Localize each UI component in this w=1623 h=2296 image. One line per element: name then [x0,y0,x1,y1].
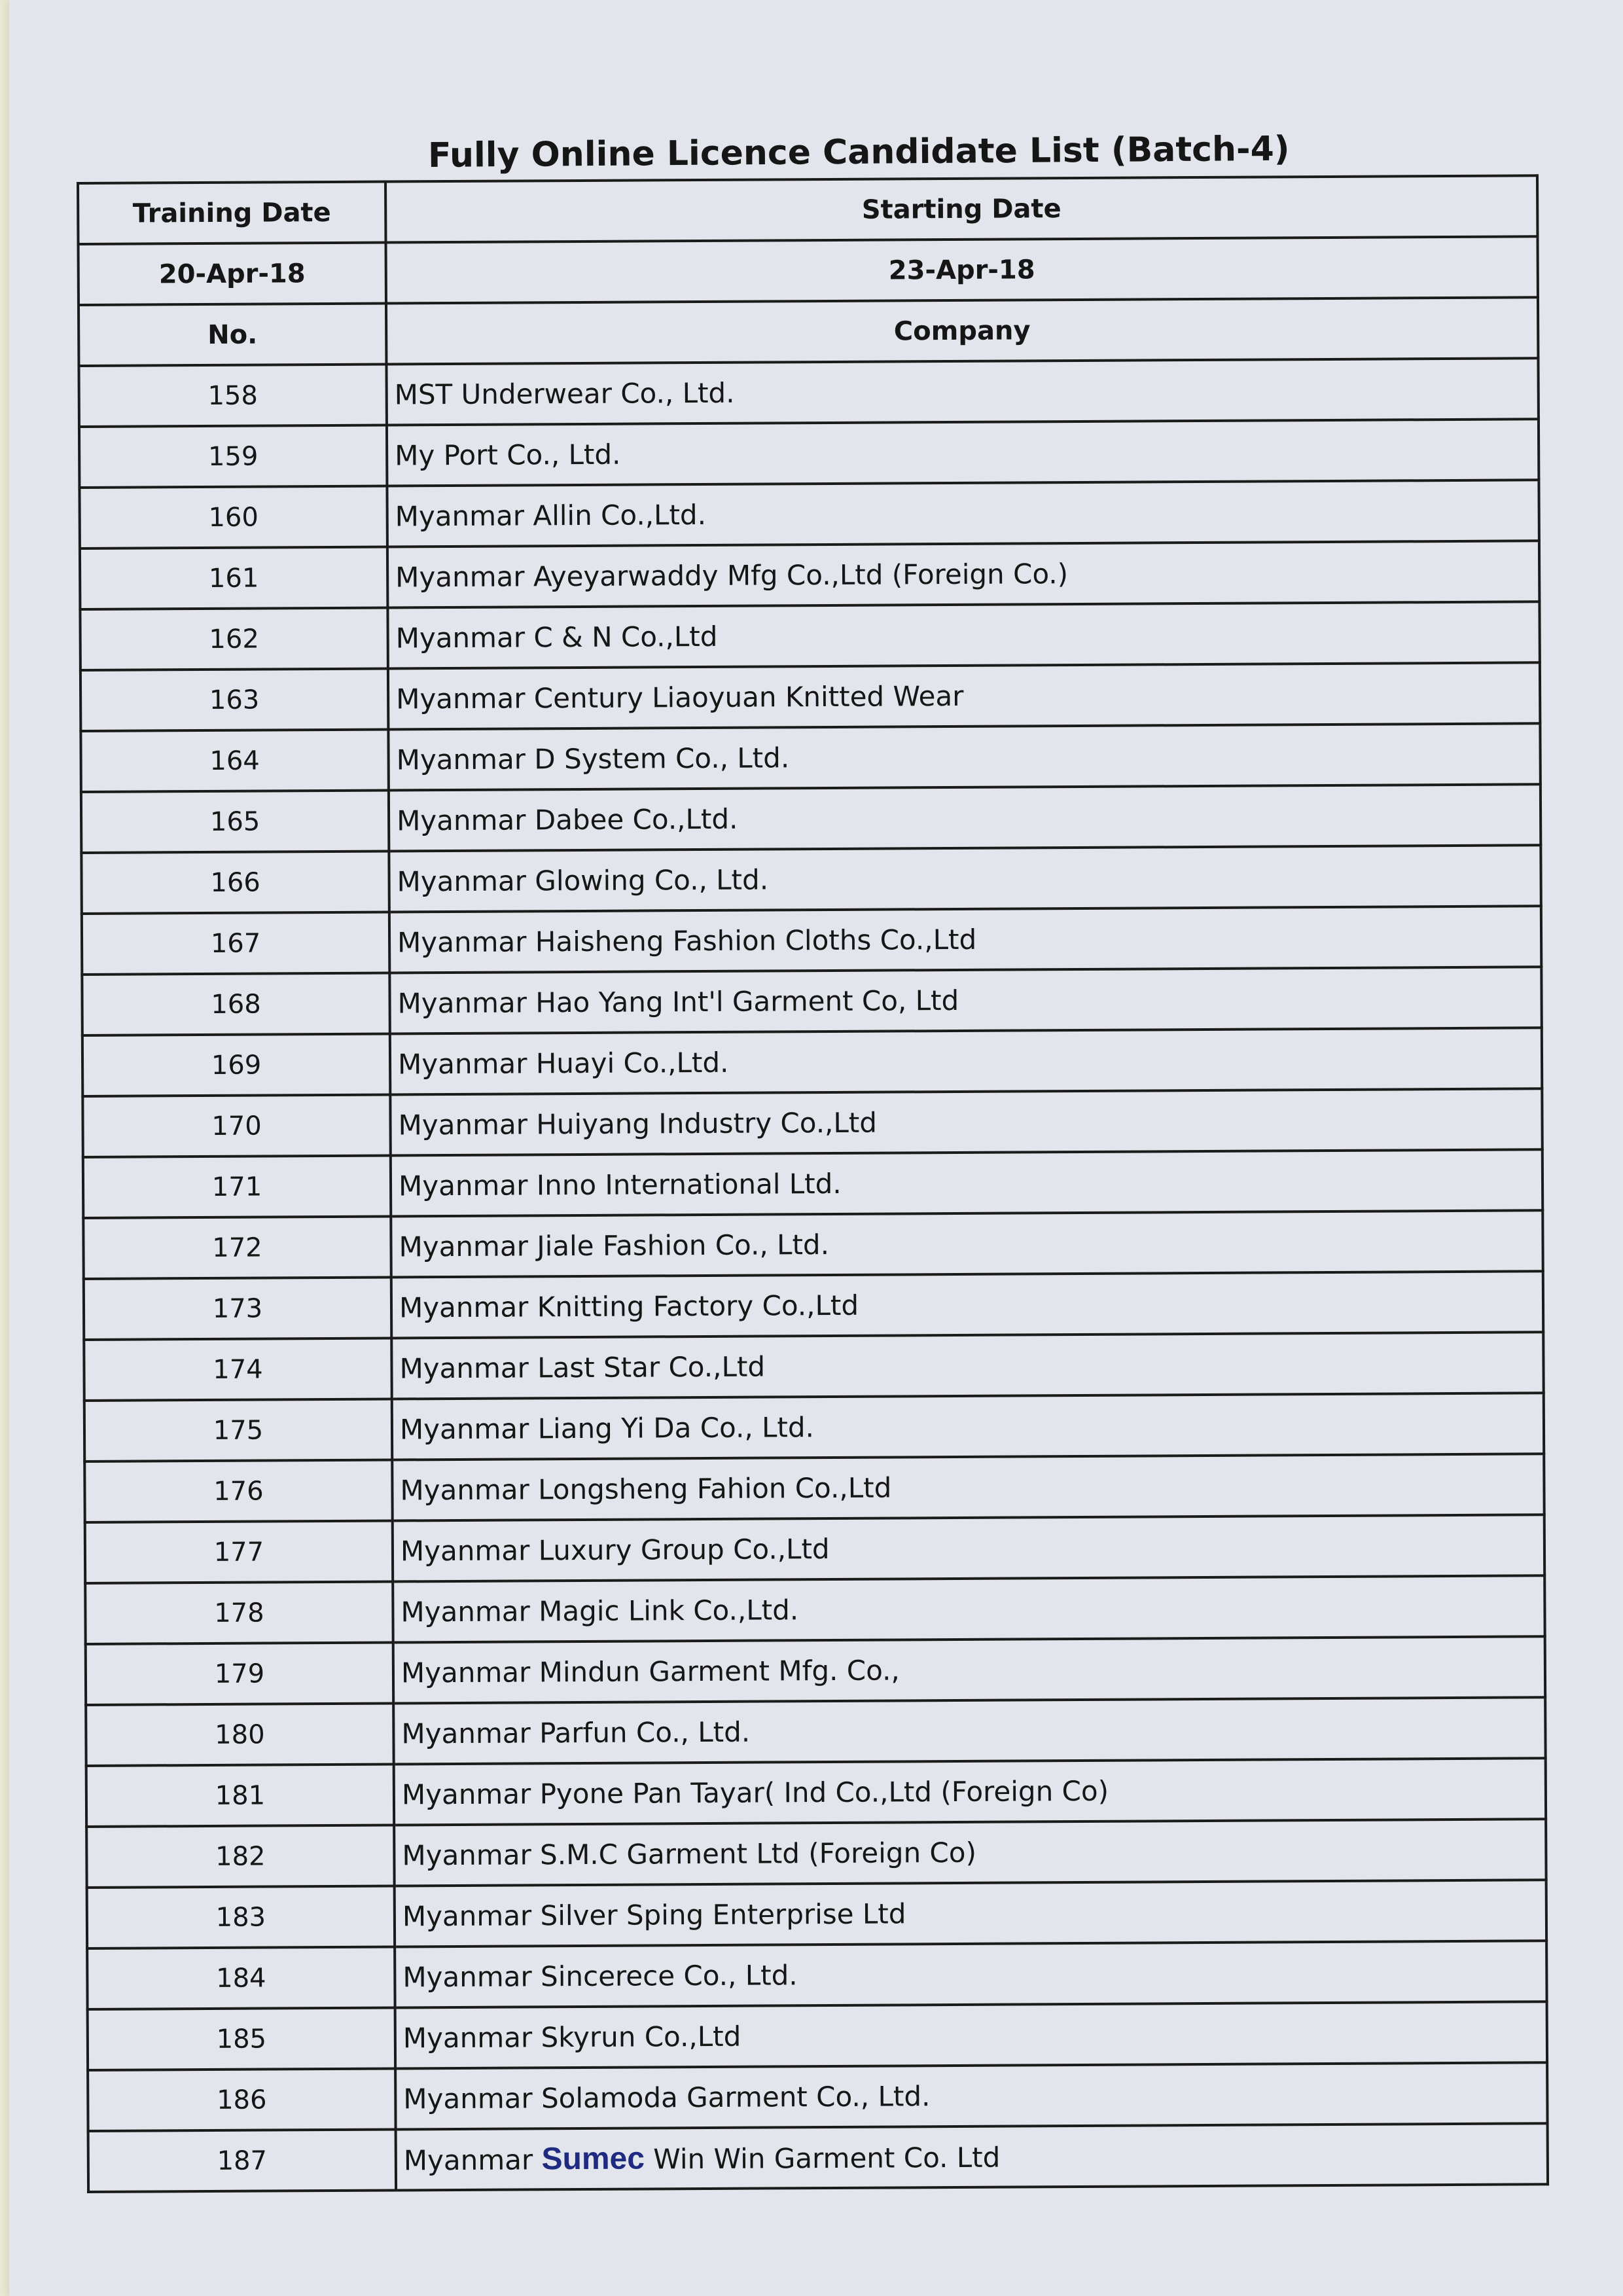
company-name: Myanmar Liang Yi Da Co., Ltd. [392,1393,1544,1460]
starting-date-value: 23-Apr-18 [385,236,1537,303]
table-row [86,1636,1545,1705]
company-name: Myanmar Sincerece Co., Ltd. [395,1941,1546,2007]
company-name: Myanmar Parfun Co., Ltd. [393,1697,1545,1764]
company-name: Myanmar Last Star Co.,Ltd [391,1332,1543,1399]
table-row [81,784,1541,853]
table-row [83,1210,1543,1279]
table-row [82,1028,1542,1096]
row-number: 176 [84,1460,392,1522]
row-number: 178 [85,1581,393,1643]
company-name: Myanmar Knitting Factory Co.,Ltd [391,1271,1543,1338]
company-name: Myanmar Allin Co.,Ltd. [387,480,1539,547]
table-row [84,1393,1544,1462]
table-row [84,1332,1543,1401]
table-row [79,419,1539,488]
table-row [88,2062,1547,2131]
table-row [86,1697,1545,1766]
row-number: 181 [86,1764,394,1826]
table-row [86,1758,1546,1827]
company-name: Myanmar Hao Yang Int'l Garment Co, Ltd [389,967,1541,1033]
table-row [84,1271,1543,1340]
row-number: 177 [85,1521,393,1583]
company-name: Myanmar Huayi Co.,Ltd. [390,1028,1542,1094]
company-prefix: Myanmar [403,2144,542,2177]
company-name: My Port Co., Ltd. [387,419,1539,486]
row-number: 168 [82,973,389,1035]
table-row [80,662,1540,731]
table-row-last [88,2123,1548,2192]
row-number: 159 [79,425,387,488]
company-name: Myanmar Pyone Pan Tayar( Ind Co.,Ltd (Foreign Co) [394,1758,1546,1825]
training-date-label: Training Date [78,182,385,244]
row-number: 172 [83,1217,391,1279]
row-number: 180 [86,1703,393,1765]
company-name: Myanmar Solamoda Garment Co., Ltd. [395,2062,1547,2129]
starting-date-label: Starting Date [385,175,1537,242]
table-row [80,723,1540,792]
row-number: 182 [86,1825,394,1887]
row-number: 170 [82,1095,390,1157]
table-row [87,1941,1546,2009]
row-number: 164 [80,730,388,792]
row-number: 167 [82,912,389,975]
column-header-row [79,297,1538,366]
company-name: Myanmar Huiyang Industry Co.,Ltd [390,1088,1542,1155]
company-name: Myanmar Longsheng Fahion Co.,Ltd [392,1454,1544,1520]
handwritten-insertion: Sumec [541,2141,645,2177]
table-row [83,1149,1543,1218]
company-name: MST Underwear Co., Ltd. [386,358,1538,425]
company-name: Myanmar Skyrun Co.,Ltd [395,2001,1547,2068]
table-row [80,601,1539,670]
row-number: 166 [81,852,389,914]
company-name: Myanmar D System Co., Ltd. [388,723,1540,790]
table-row [82,967,1541,1035]
row-number: 171 [83,1156,391,1218]
table-row [82,906,1541,975]
company-name: Myanmar Luxury Group Co.,Ltd [393,1515,1544,1581]
row-number: 160 [79,486,387,548]
table-row [87,1880,1546,1948]
row-number: 186 [88,2068,395,2130]
table-row [82,1088,1542,1157]
table-row [80,541,1539,609]
row-number: 173 [84,1278,391,1340]
company-name: Myanmar S.M.C Garment Ltd (Foreign Co) [394,1819,1546,1886]
row-number: 161 [80,547,387,609]
company-name: Myanmar C & N Co.,Ltd [387,601,1539,668]
company-name [396,2123,1548,2190]
table-row [84,1454,1544,1522]
table-row [79,358,1538,427]
company-name: Myanmar Ayeyarwaddy Mfg Co.,Ltd (Foreign Co.) [387,541,1539,607]
page-bottom-edge [9,2284,1623,2296]
candidate-table [77,174,1549,2193]
table-row [85,1575,1544,1644]
row-number: 163 [80,669,388,731]
paper-sheet [9,0,1623,2296]
table-row [88,2001,1547,2070]
row-number: 158 [79,365,386,427]
company-name: Myanmar Silver Sping Enterprise Ltd [395,1880,1546,1946]
row-number: 165 [81,791,389,853]
row-number: 187 [88,2129,396,2191]
company-name: Myanmar Century Liaoyuan Knitted Wear [388,662,1540,729]
company-name: Myanmar Inno International Ltd. [391,1149,1543,1216]
date-row [78,236,1537,305]
row-number: 184 [87,1946,395,2009]
row-number: 174 [84,1338,391,1401]
row-number: 175 [84,1399,392,1462]
no-column-header: No. [79,304,386,366]
row-number: 183 [87,1886,395,1948]
table-row [86,1819,1546,1888]
company-name: Myanmar Haisheng Fashion Cloths Co.,Ltd [389,906,1541,973]
row-number: 185 [88,2007,395,2070]
company-name: Myanmar Magic Link Co.,Ltd. [393,1575,1544,1642]
company-name: Myanmar Jiale Fashion Co., Ltd. [391,1210,1543,1277]
company-name: Myanmar Dabee Co.,Ltd. [389,784,1541,851]
header-row [78,175,1537,244]
table-row [85,1515,1544,1583]
table-row [79,480,1539,548]
company-suffix: Win Win Garment Co. Ltd [644,2141,1001,2176]
row-number: 169 [82,1034,390,1096]
company-name: Myanmar Glowing Co., Ltd. [389,845,1541,912]
company-name: Myanmar Mindun Garment Mfg. Co., [393,1636,1545,1703]
company-column-header: Company [386,297,1538,364]
training-date-value: 20-Apr-18 [78,243,385,305]
document-title: Fully Online Licence Candidate List (Batch-4) [427,129,1290,175]
row-number: 162 [80,608,387,670]
row-number: 179 [86,1642,393,1704]
table-row [81,845,1541,914]
